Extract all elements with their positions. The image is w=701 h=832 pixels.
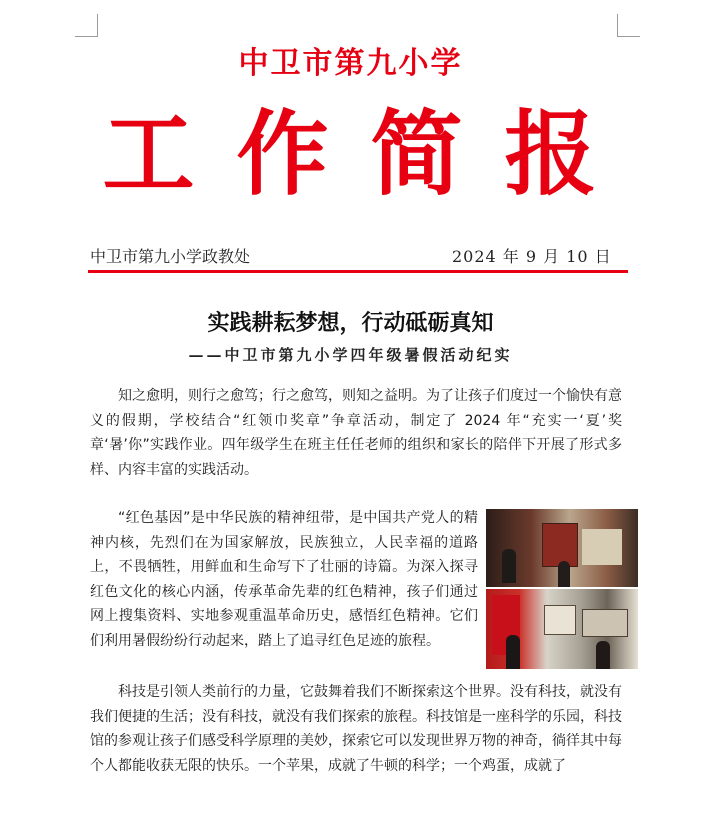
- article-title: 实践耕耘梦想，行动砥砺真知: [207, 311, 494, 336]
- article-subtitle: ——中卫市第九小学四年级暑假活动纪实: [188, 346, 513, 364]
- photo-student-figure: [558, 561, 570, 587]
- school-name-heading: 中卫市第九小学: [238, 46, 463, 81]
- issue-date: 2024 年 9 月 10 日: [452, 247, 612, 266]
- article-paragraph: 科技是引领人类前行的力量，它鼓舞着我们不断探索这个世界。没有科技，就没有我们便捷的生活；没有科技，就没有我们探索的旅程。科技馆是一座科学的乐园，科技馆的参观让孩子们感受科学原理的美妙，探索它可以发现世界万物的神奇，徜徉其中每个人都能收获无限的快乐。一个苹果，成就了牛顿的科学；一个鸡蛋，成就了: [90, 684, 622, 774]
- photo-exhibit-panel: [582, 529, 622, 565]
- header-divider: [88, 270, 628, 273]
- photo-student-figure: [506, 635, 520, 669]
- photo-exhibit-panel: [542, 523, 578, 567]
- article-paragraph: “红色基因”是中华民族的精神纽带，是中国共产党人的精神内核，先烈们在为国家解放，民族独立，人民幸福的道路上，不畏牺牲，用鲜血和生命写下了壮丽的诗篇。为深入探寻红色文化的核心内涵，传承革命先辈的红色精神，孩子们通过网上搜集资料、实地参观重温革命历史，感悟红色精神。它们们利用暑假纷纷行动起来，踏上了追寻红色足迹的旅程。: [90, 510, 478, 649]
- red-culture-visit-photo: [486, 509, 638, 669]
- crop-mark-top-left: [75, 14, 98, 37]
- photo-display-frame: [582, 609, 628, 637]
- article-paragraph: 知之愈明，则行之愈笃；行之愈笃，则知之益明。为了让孩子们度过一个愉快有意义的假期，学校结合“红领巾奖章”争章活动，制定了 2024 年“充实一‘夏’奖章‘暑’你”实践作业。四年级学生在班主任任老师的组织和家长的陪伴下开展了形式多样、内容丰富的实践活动。: [90, 388, 622, 478]
- issuer-label: 中卫市第九小学政教处: [90, 247, 251, 266]
- crop-mark-top-right: [617, 14, 640, 37]
- photo-display-frame: [544, 605, 576, 635]
- photo-student-figure: [502, 549, 516, 583]
- bulletin-title: 工作简报: [102, 101, 639, 208]
- photo-student-figure: [596, 641, 610, 669]
